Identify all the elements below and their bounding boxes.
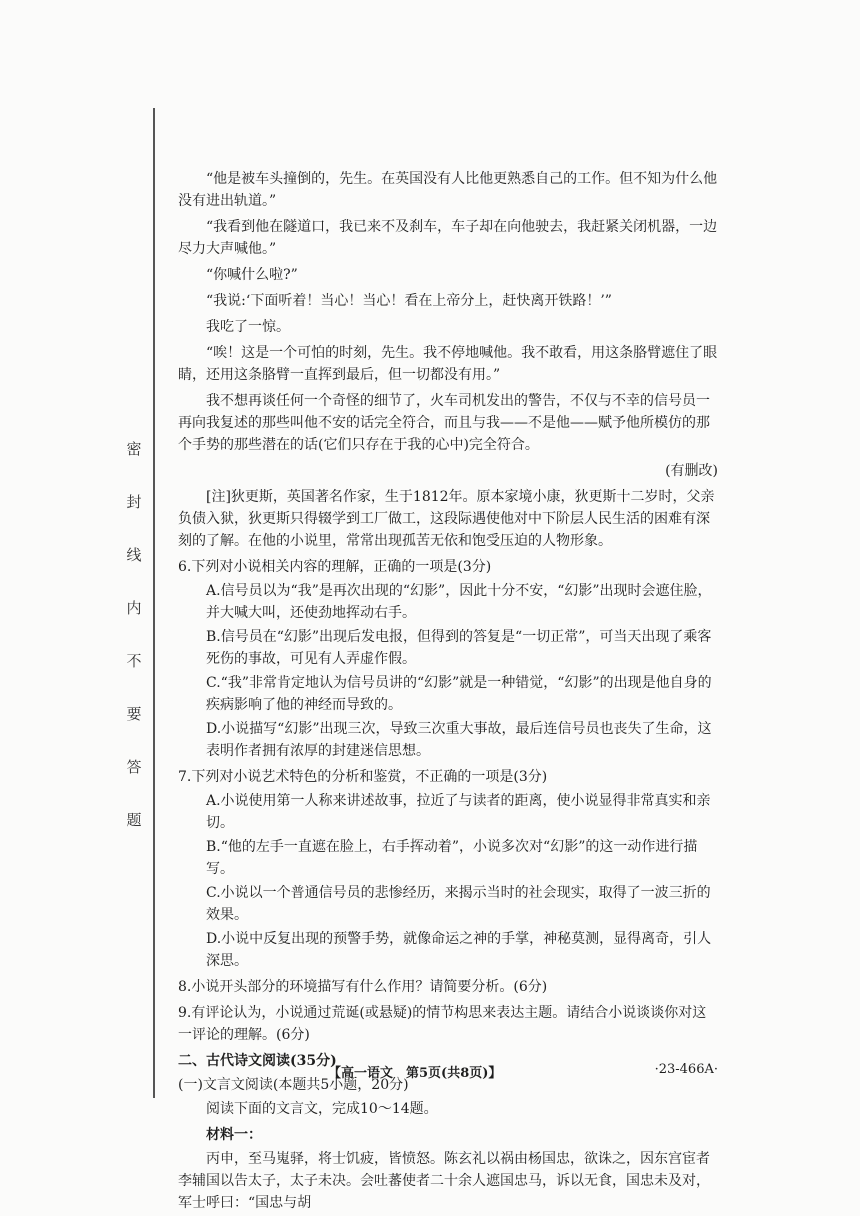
author-note: [注]狄更斯，英国著名作家，生于1812年。原本家境小康，狄更斯十二岁时，父亲负债入狱，狄更斯只得辍学到工厂做工，这段际遇使他对中下阶层人民生活的困难有深刻的了解。在他的小说里，常常出现孤苦无依和饱受压迫的人物形象。 [178,489,715,549]
question-6-option-d: D.小说描写“幻影”出现三次，导致三次重大事故，最后连信号员也丧失了生命，这表明作者拥有浓厚的封建迷信思想。 [206,721,712,759]
source-note: (有删改) [665,463,718,479]
passage-paragraph: “你喊什么啦?” [206,267,298,283]
question-8: 8.小说开头部分的环境描写有什么作用？请简要分析。(6分) [178,979,548,995]
binding-line [153,108,155,1098]
passage-paragraph: 我吃了一惊。 [206,319,290,335]
question-6-option-c: C.“我”非常肯定地认为信号员讲的“幻影”就是一种错觉，“幻影”的出现是他自身的疾病影响了他的神经而导致的。 [206,675,712,713]
question-7-option-c: C.小说以一个普通信号员的悲惨经历，来揭示当时的社会现实，取得了一波三折的效果。 [206,885,711,923]
question-7-stem: 7.下列对小说艺术特色的分析和鉴赏，不正确的一项是(3分) [178,769,548,785]
question-7-option-b: B.“他的左手一直遮在脸上，右手挥动着”，小说多次对“幻影”的这一动作进行描写。 [206,839,698,877]
question-9: 9.有评论认为，小说通过荒诞(或悬疑)的情节构思来表达主题。请结合小说谈谈你对这一评论的理解。(6分) [178,1005,707,1043]
subsection-heading: (一)文言文阅读(本题共5小题，20分) [178,1077,409,1093]
question-6-stem: 6.下列对小说相关内容的理解，正确的一项是(3分) [178,559,492,575]
question-6-option-a: A.信号员以为“我”是再次出现的“幻影”，因此十分不安，“幻影”出现时会遮住脸，并大喊大叫，还使劲地挥动右手。 [206,583,712,621]
seal-char: 密 [126,440,142,458]
passage-paragraph: “唉！这是一个可怕的时刻，先生。我不停地喊他。我不敢看，用这条胳臂遮住了眼睛，还用这条胳臂一直挥到最后，但一切都没有用。” [178,345,718,383]
seal-char: 题 [126,811,142,829]
footer-page-info: 【高一语文 第5页(共8页)】 [328,1066,502,1081]
seal-char: 要 [126,705,142,723]
question-7-option-d: D.小说中反复出现的预警手势，就像命运之神的手掌，神秘莫测，显得离奇，引人深思。 [206,931,712,969]
passage-paragraph: “我看到他在隧道口，我已来不及刹车，车子却在向他驶去，我赶紧关闭机器，一边尽力大声喊他。” [178,219,718,257]
footer-code: ·23-466A· [654,1062,718,1077]
passage-paragraph: “我说:‘下面听着！当心！当心！看在上帝分上，赶快离开铁路！’” [206,293,612,309]
section-heading: 二、古代诗文阅读(35分) [178,1053,337,1069]
seal-char: 线 [126,546,142,564]
seal-char: 封 [126,493,142,511]
reading-instruction: 阅读下面的文言文，完成10～14题。 [206,1101,438,1117]
question-6-option-b: B.信号员在“幻影”出现后发电报，但得到的答复是“一切正常”，可当天出现了乘客死伤的事故，可见有人弄虚作假。 [206,629,712,667]
seal-char: 不 [126,652,142,670]
question-7-option-a: A.小说使用第一人称来讲述故事，拉近了与读者的距离，使小说显得非常真实和亲切。 [206,793,711,831]
seal-margin-label [122,438,146,862]
seal-char: 内 [126,599,142,617]
page-footer [178,1062,718,1084]
passage-paragraph: 我不想再谈任何一个奇怪的细节了，火车司机发出的警告，不仅与不幸的信号员一再向我复述的那些叫他不安的话完全符合，而且与我——不是他——赋予他所模仿的那个手势的那些潜在的话(它们只存在于我的心中)完全符合。 [178,393,710,453]
material-label: 材料一： [206,1127,262,1143]
seal-char: 答 [126,758,142,776]
passage-paragraph: “他是被车头撞倒的，先生。在英国没有人比他更熟悉自己的工作。但不知为什么他没有进出轨道。” [178,171,718,209]
exam-content [178,168,718,1218]
material-text: 丙申，至马嵬驿，将士饥疲，皆愤怒。陈玄礼以祸由杨国忠，欲诛之，因东宫宦者李辅国以告太子，太子未决。会吐蕃使者二十余人遮国忠马，诉以无食，国忠未及对，军士呼曰：“国忠与胡 [178,1151,710,1211]
